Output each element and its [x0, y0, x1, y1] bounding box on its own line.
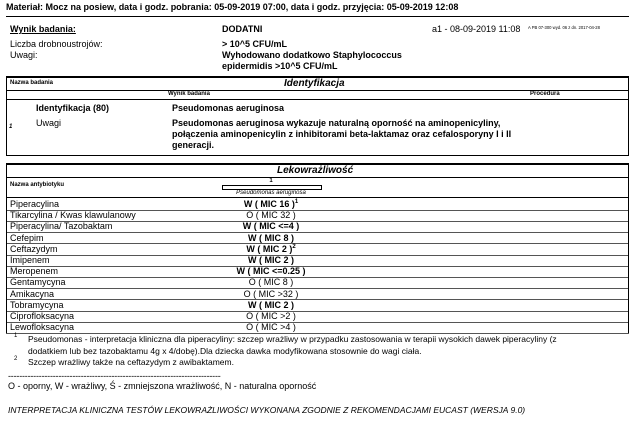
divider [6, 16, 629, 17]
antibiotic-result [222, 300, 320, 310]
antibiotic-name: Piperacylina [10, 199, 60, 209]
antibiotic-name: Tikarcylina / Kwas klawulanowy [10, 210, 136, 221]
antibiotic-result-text: W ( MIC 8 ) [248, 232, 294, 243]
footnote-ref: 2 [292, 243, 296, 250]
uwagi-value-2: epidermidis >10^5 CFU/mL [222, 61, 338, 71]
antibiotic-result [222, 199, 320, 209]
liczba-value: > 10^5 CFU/mL [222, 39, 288, 49]
antibiotic-result [222, 210, 320, 220]
antibiotic-result-text: W ( MIC 16 ) [243, 199, 295, 209]
antibiotic-result [222, 221, 320, 231]
uwagi-value-1: Wyhodowano dodatkowo Staphylococcus [222, 50, 402, 60]
legend-text: O - oporny, W - wrażliwy, Ś - zmniejszona wrażliwość, N - naturalna oporność [8, 381, 317, 391]
test-name: Identyfikacja (80) [36, 103, 110, 113]
antibiotic-result [222, 289, 320, 299]
ref-code: a1 - 08-09-2019 11:08 [432, 24, 521, 34]
footnote-1-line-2: dodatkiem lub bez tazobaktamu 4g x 4/dobę).Dla dziecka dawka modyfikowana stosownie do wagi ciała. [28, 346, 422, 356]
test-result: Pseudomonas aeruginosa [172, 103, 285, 113]
footnote-ref: 1 [294, 199, 299, 205]
antibiotic-name: Cefepim [10, 232, 44, 243]
form-code: A PB 07-300 wyd. 06 z dn. 2017-04-28 [528, 25, 600, 30]
antibiotic-name: Ceftazydym [10, 243, 58, 254]
eucast-note: INTERPRETACJA KLINICZNA TESTÓW LEKOWRAŻLIWOŚCI WYKONANA ZGODNIE Z REKOMENDACJAMI EUCAST (WERSJA 9.0) [8, 405, 526, 415]
antibiotic-result [222, 244, 320, 254]
antibiotic-result-text: W ( MIC <=0.25 ) [236, 266, 306, 277]
antibiotic-result-text: W ( MIC 2 ) [248, 299, 294, 310]
lekowrazliwosc-title: Lekowrażliwość [277, 165, 354, 176]
antibiotic-name: Lewofloksacyna [10, 322, 75, 333]
footnote-2-line-1: Szczep wrażliwy także na ceftazydym z awibaktamem. [28, 357, 234, 367]
antibiotic-result-text: O ( MIC 32 ) [246, 210, 296, 221]
antibiotic-result [222, 255, 320, 265]
antibiotic-result-text: O ( MIC >4 ) [246, 322, 296, 333]
col-nazwa-badania: Nazwa badania [10, 80, 54, 86]
antibiotic-name: Piperacylina/ Tazobaktam [10, 221, 113, 232]
divider [628, 163, 629, 333]
col-number: 1 [269, 178, 273, 184]
ident-uwagi-text-3: generacji. [172, 140, 215, 150]
uwagi-label: Uwagi: [10, 50, 38, 60]
wynik-label: Wynik badania: [10, 24, 76, 34]
identyfikacja-title: Identyfikacja [284, 78, 345, 89]
footnote-1-mark: 1 [14, 333, 18, 339]
col-wynik-badania: Wynik badania [168, 91, 210, 97]
divider [6, 76, 7, 156]
row-number: 1 [9, 124, 13, 130]
liczba-label: Liczba drobnoustrojów: [10, 39, 103, 49]
antibiotic-result-text: O ( MIC >32 ) [243, 288, 299, 299]
antibiotic-result-text: W ( MIC <=4 ) [242, 221, 300, 232]
antibiotic-result [222, 311, 320, 321]
divider [6, 155, 629, 156]
antibiotic-name: Tobramycyna [10, 299, 64, 310]
divider [628, 76, 629, 156]
ident-uwagi-label: Uwagi [36, 118, 62, 128]
antibiotic-result-text: O ( MIC 8 ) [248, 277, 294, 288]
antibiotic-result [222, 277, 320, 287]
antibiotic-name: Ciprofloksacyna [10, 311, 75, 321]
antibiotic-result [222, 322, 320, 332]
antibiotic-result [222, 233, 320, 243]
antibiotic-result-text: W ( MIC 2 ) [246, 243, 293, 254]
col-organism: Pseudomonas aeruginosa [236, 190, 306, 196]
footnote-2-mark: 2 [14, 356, 18, 362]
divider [6, 163, 7, 333]
col-antibiotic: Nazwa antybiotyku [10, 182, 65, 188]
antibiotic-name: Gentamycyna [10, 277, 66, 288]
ident-uwagi-text-1: Pseudomonas aeruginosa wykazuje naturalną oporność na aminopenicyliny, [172, 118, 501, 128]
col-procedura: Procedura [530, 91, 560, 97]
divider [6, 99, 629, 100]
antibiotic-name: Amikacyna [10, 288, 55, 299]
divider [6, 197, 629, 198]
antibiotic-name: Imipenem [10, 255, 50, 265]
material-line: Materiał: Mocz na posiew, data i godz. pobrania: 05-09-2019 07:00, data i godz. przyjęcia: 05-09-2019 12:08 [6, 2, 459, 12]
legend-dashes: ---------------------------------------------------------------------------- [8, 371, 221, 381]
antibiotic-result-text: W ( MIC 2 ) [248, 255, 294, 265]
antibiotic-result [222, 266, 320, 276]
antibiotic-result-text: O ( MIC >2 ) [246, 311, 296, 321]
ident-uwagi-text-2: połączenia aminopenicylin z inhibitorami beta-laktamaz oraz cefalosporyny I i II [172, 129, 512, 139]
wynik-value: DODATNI [222, 24, 263, 34]
footnote-1-line-1: Pseudomonas - interpretacja kliniczna dla piperacyliny: szczep wrażliwy w przypadku zastosowania w terapii wysokich dawek piperacyliny (z [28, 334, 557, 344]
antibiotic-name: Meropenem [10, 266, 59, 277]
